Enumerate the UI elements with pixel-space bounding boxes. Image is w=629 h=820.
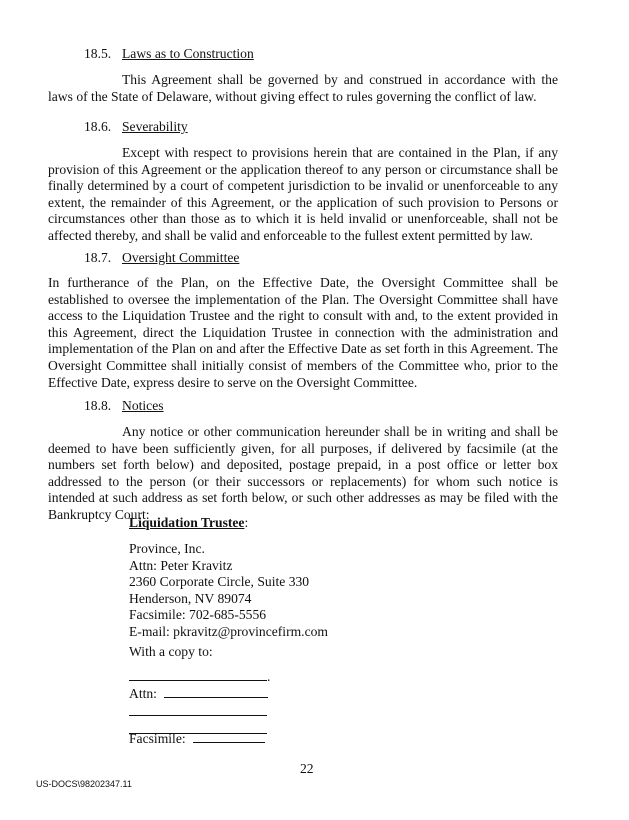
section-heading-18-7 — [84, 250, 239, 266]
address-line: Province, Inc. — [129, 541, 205, 556]
address-line: 2360 Corporate Circle, Suite 330 — [129, 574, 310, 590]
blank-line-period: . — [267, 669, 271, 684]
address-line: Attn: Peter Kravitz — [129, 557, 233, 573]
recipient-address — [129, 541, 328, 641]
attn-fill-line — [164, 696, 268, 698]
blank-fill-line — [129, 679, 267, 681]
section-body-18-5 — [48, 72, 558, 105]
copy-blank-line-2 — [129, 704, 267, 721]
copy-blank-line — [129, 669, 270, 686]
section-heading-18-8 — [84, 398, 164, 414]
section-heading-18-5 — [84, 46, 254, 62]
recipient-title: Liquidation Trustee — [129, 515, 245, 530]
copy-attn-line — [129, 686, 268, 703]
attn-label: Attn: — [129, 686, 157, 701]
page-number: 22 — [300, 761, 314, 776]
section-title: Laws as to Construction — [122, 46, 254, 61]
section-title: Oversight Committee — [122, 250, 240, 265]
address-line: Facsimile: 702-685-5556 — [129, 607, 267, 623]
section-number: 18.6. — [84, 119, 112, 134]
section-heading-18-6 — [84, 119, 188, 135]
blank-fill-line — [129, 714, 267, 716]
section-body-text: Except with respect to provisions herein that are contained in the Plan, if any provision of this Agreement or the application thereof to any person or circumstance shall be finally determined by a court of competent jurisdiction to be invalid or unenforceable to any extent, the remainder of this Agreement, or the application of such provision to Persons or circumstances other than those as to which it is held invalid or unenforceable, shall not be affected thereby, and shall be valid and enforceable to the fullest extent permitted by law. — [48, 145, 558, 243]
address-line: Henderson, NV 89074 — [129, 590, 252, 606]
copy-facsimile-line — [129, 731, 265, 748]
copy-to-label: With a copy to: — [129, 644, 213, 659]
section-body-text: Any notice or other communication hereunder shall be in writing and shall be deemed to have been sufficiently given, for all purposes, if delivered by facsimile (at the numbers set forth below) and deposited, postage prepaid, in a post office or letter box addressed to the person (or their successors or replacements) for whom such notice is intended at such address as set forth below, or such other addresses as may be filed with the Bankruptcy Court: — [48, 424, 558, 522]
address-line: E-mail: pkravitz@provincefirm.com — [129, 623, 328, 639]
section-title: Severability — [122, 119, 188, 134]
facsimile-fill-line — [193, 741, 265, 743]
section-title: Notices — [122, 398, 164, 413]
section-number: 18.5. — [84, 46, 112, 61]
section-body-18-7 — [48, 275, 558, 391]
section-body-18-8 — [48, 424, 558, 524]
section-body-18-6 — [48, 145, 558, 245]
section-number: 18.8. — [84, 398, 112, 413]
section-number: 18.7. — [84, 250, 112, 265]
section-body-text: This Agreement shall be governed by and construed in accordance with the laws of the State of Delaware, without giving effect to rules governing the conflict of law. — [48, 72, 558, 104]
section-body-text: In furtherance of the Plan, on the Effective Date, the Oversight Committee shall be established to oversee the implementation of the Plan. The Oversight Committee shall have access to the Liquidation Trustee and the right to consult with and, to the extent provided in this Agreement, direct the Liquidation Trustee in connection with the administration and implementation of the Plan on and after the Effective Date as set forth in this Agreement. The Oversight Committee shall initially consist of members of the Committee who, prior to the Effective Date, express desire to serve on the Oversight Committee. — [48, 275, 558, 390]
facsimile-label: Facsimile: — [129, 731, 186, 746]
document-id: US-DOCS\98202347.11 — [36, 779, 132, 789]
notice-recipient-heading — [129, 515, 248, 532]
recipient-title-colon: : — [244, 515, 249, 530]
